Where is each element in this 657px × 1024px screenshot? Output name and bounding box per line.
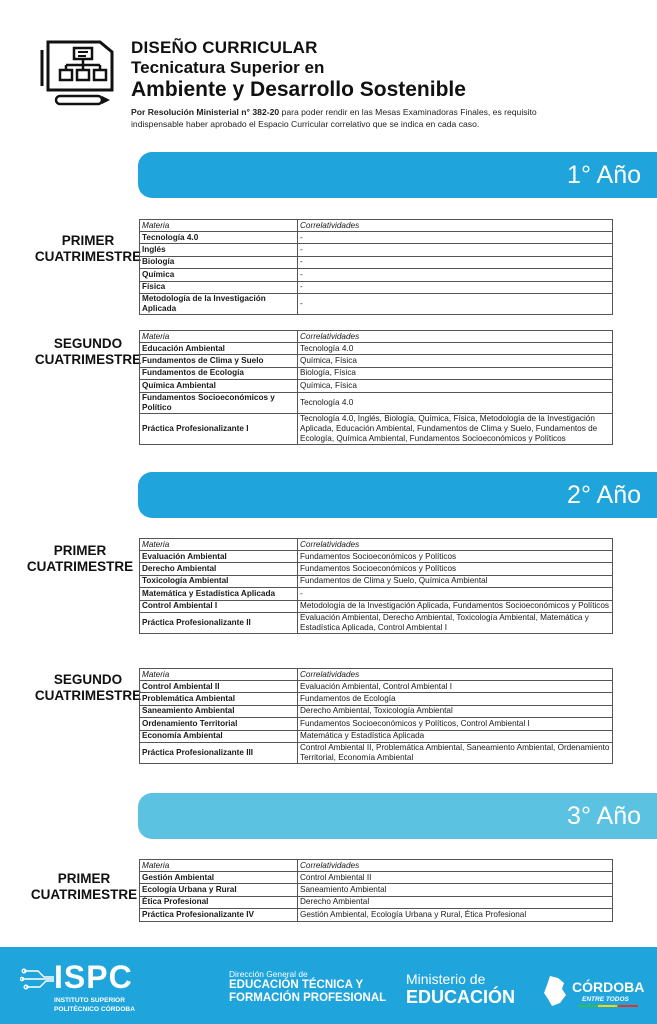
table-y2s2 (139, 668, 613, 764)
intro-text: para poder rendir en las Mesas Examinadoras Finales, es requisito indispensable haber aprobado el Espacio Curricular correlativo que se indica en cada caso. (131, 107, 537, 129)
year-banner-2 (138, 472, 657, 518)
correlatividades-cell: Tecnología 4.0, Inglés, Biología, Química, Física, Metodología de la Investigación Aplicada, Educación Ambiental, Fundamentos de Clima y Suelo, Fundamentos de Ecología, Química Ambiental, Fundamentos Socioeconómicos y Políticos (298, 413, 613, 444)
table-row (140, 232, 613, 244)
correlatividades-cell: - (298, 256, 613, 268)
table-row (140, 705, 613, 717)
table-row (140, 244, 613, 256)
materia-cell: Educación Ambiental (140, 343, 298, 355)
cordoba-tagline: ENTRE TODOS (582, 996, 629, 1003)
correlatividades-cell: Derecho Ambiental (298, 896, 613, 908)
correlatividades-cell: Fundamentos Socioeconómicos y Políticos (298, 563, 613, 575)
intro-paragraph (131, 107, 561, 130)
semester-word: PRIMER (57, 871, 111, 886)
correlatividades-cell: Fundamentos Socioeconómicos y Políticos, Control Ambiental I (298, 718, 613, 730)
table-row (140, 742, 613, 763)
materia-cell: Práctica Profesionalizante I (140, 413, 298, 444)
cordoba-color-strip (578, 1005, 638, 1007)
column-header-materia: Materia (140, 860, 298, 872)
table-y3s1 (139, 859, 613, 922)
cordoba-map-icon (542, 975, 568, 1007)
footer (0, 947, 657, 1024)
column-header-correlatividades: Correlatividades (298, 220, 613, 232)
table-row (140, 588, 613, 600)
ispc-subtitle-2: POLITÉCNICO CÓRDOBA (54, 1006, 135, 1013)
materia-cell: Física (140, 281, 298, 293)
year-banner-3 (138, 793, 657, 839)
circuit-icon (20, 965, 54, 995)
materia-cell: Toxicología Ambiental (140, 575, 298, 587)
correlatividades-cell: Evaluación Ambiental, Derecho Ambiental, Toxicología Ambiental, Matemática y Estadística Aplicada, Control Ambiental I (298, 612, 613, 633)
cordoba-logo (542, 969, 652, 1013)
table-row (140, 730, 613, 742)
semester-label-2-1 (20, 543, 140, 575)
materia-cell: Ordenamiento Territorial (140, 718, 298, 730)
correlatividades-cell: - (298, 588, 613, 600)
semester-word: CUATRIMESTRE (34, 688, 142, 703)
cordoba-wordmark: CÓRDOBA (572, 979, 645, 995)
table-y1s2 (139, 330, 613, 445)
table-row (140, 896, 613, 908)
table-row (140, 600, 613, 612)
correlatividades-cell: Fundamentos de Ecología (298, 693, 613, 705)
document-header (131, 38, 466, 102)
semester-label-1-2 (28, 336, 148, 368)
materia-cell: Práctica Profesionalizante IV (140, 909, 298, 921)
table-row (140, 413, 613, 444)
table-y1s1 (139, 219, 613, 315)
header-subtitle: Tecnicatura Superior en (131, 58, 325, 77)
materia-cell: Biología (140, 256, 298, 268)
column-header-correlatividades: Correlatividades (298, 331, 613, 343)
table-row (140, 718, 613, 730)
table-row (140, 563, 613, 575)
materia-cell: Tecnología 4.0 (140, 232, 298, 244)
materia-cell: Inglés (140, 244, 298, 256)
table-row (140, 575, 613, 587)
correlatividades-cell: Evaluación Ambiental, Control Ambiental I (298, 681, 613, 693)
materia-cell: Problemática Ambiental (140, 693, 298, 705)
table-row (140, 256, 613, 268)
correlatividades-cell: Derecho Ambiental, Toxicología Ambiental (298, 705, 613, 717)
career-name: Ambiente y Desarrollo Sostenible (131, 78, 466, 101)
column-header-correlatividades: Correlatividades (298, 860, 613, 872)
year-label-1: 1° Año (567, 161, 641, 189)
materia-cell: Fundamentos Socioeconómicos y Político (140, 392, 298, 413)
materia-cell: Derecho Ambiental (140, 563, 298, 575)
table-row (140, 380, 613, 392)
ministerio-logo (406, 971, 515, 1007)
semester-word: SEGUNDO (53, 672, 123, 687)
correlatividades-cell: Química, Física (298, 355, 613, 367)
column-header-materia: Materia (140, 220, 298, 232)
curriculum-document-icon (40, 38, 120, 110)
materia-cell: Ética Profesional (140, 896, 298, 908)
year-banner-1 (138, 152, 657, 198)
ispc-logo (20, 957, 140, 1017)
table-row (140, 293, 613, 314)
ministerio-line-2: EDUCACIÓN (406, 987, 516, 1007)
materia-cell: Saneamiento Ambiental (140, 705, 298, 717)
direccion-line-1: Dirección General de (229, 969, 308, 979)
materia-cell: Química (140, 269, 298, 281)
table-row (140, 693, 613, 705)
table-row (140, 367, 613, 379)
materia-cell: Control Ambiental I (140, 600, 298, 612)
correlatividades-cell: Química, Física (298, 380, 613, 392)
column-header-materia: Materia (140, 669, 298, 681)
correlatividades-cell: Matemática y Estadística Aplicada (298, 730, 613, 742)
table-header-row (140, 860, 613, 872)
materia-cell: Fundamentos de Ecología (140, 367, 298, 379)
correlatividades-cell: Biología, Física (298, 367, 613, 379)
table-row (140, 392, 613, 413)
materia-cell: Evaluación Ambiental (140, 551, 298, 563)
semester-word: SEGUNDO (53, 336, 123, 351)
year-label-3: 3° Año (567, 802, 641, 830)
correlatividades-cell: Gestión Ambiental, Ecología Urbana y Rural, Ética Profesional (298, 909, 613, 921)
materia-cell: Ecología Urbana y Rural (140, 884, 298, 896)
materia-cell: Gestión Ambiental (140, 872, 298, 884)
correlatividades-cell: - (298, 281, 613, 293)
correlatividades-cell: Tecnología 4.0 (298, 392, 613, 413)
column-header-materia: Materia (140, 331, 298, 343)
materia-cell: Control Ambiental II (140, 681, 298, 693)
intro-resolution: Por Resolución Ministerial n° 382-20 (131, 107, 280, 117)
correlatividades-cell: Fundamentos de Clima y Suelo, Química Ambiental (298, 575, 613, 587)
table-row (140, 343, 613, 355)
table-y2s1 (139, 538, 613, 634)
correlatividades-cell: Control Ambiental II, Problemática Ambiental, Saneamiento Ambiental, Ordenamiento Territorial, Economía Ambiental (298, 742, 613, 763)
correlatividades-cell: - (298, 232, 613, 244)
correlatividades-cell: - (298, 293, 613, 314)
correlatividades-cell: Control Ambiental II (298, 872, 613, 884)
materia-cell: Química Ambiental (140, 380, 298, 392)
semester-word: PRIMER (61, 233, 115, 248)
direccion-logo (229, 970, 386, 1005)
materia-cell: Economía Ambiental (140, 730, 298, 742)
semester-label-2-2 (28, 672, 148, 704)
materia-cell: Metodología de la Investigación Aplicada (140, 293, 298, 314)
table-row (140, 281, 613, 293)
table-header-row (140, 331, 613, 343)
semester-word: CUATRIMESTRE (34, 249, 142, 264)
semester-word: CUATRIMESTRE (34, 352, 142, 367)
table-row (140, 909, 613, 921)
materia-cell: Práctica Profesionalizante III (140, 742, 298, 763)
column-header-correlatividades: Correlatividades (298, 539, 613, 551)
ministerio-line-1: Ministerio de (406, 971, 486, 987)
ispc-subtitle-1: INSTITUTO SUPERIOR (54, 997, 125, 1004)
direccion-line-2: EDUCACIÓN TÉCNICA Y (229, 979, 364, 991)
correlatividades-cell: Saneamiento Ambiental (298, 884, 613, 896)
table-row (140, 884, 613, 896)
correlatividades-cell: Tecnología 4.0 (298, 343, 613, 355)
table-header-row (140, 669, 613, 681)
semester-label-1-1 (28, 233, 148, 265)
materia-cell: Matemática y Estadística Aplicada (140, 588, 298, 600)
column-header-materia: Materia (140, 539, 298, 551)
column-header-correlatividades: Correlatividades (298, 669, 613, 681)
correlatividades-cell: - (298, 269, 613, 281)
materia-cell: Práctica Profesionalizante II (140, 612, 298, 633)
table-row (140, 269, 613, 281)
table-row (140, 872, 613, 884)
semester-word: CUATRIMESTRE (30, 887, 138, 902)
materia-cell: Fundamentos de Clima y Suelo (140, 355, 298, 367)
semester-word: PRIMER (53, 543, 107, 558)
table-row (140, 612, 613, 633)
table-row (140, 681, 613, 693)
year-label-2: 2° Año (567, 481, 641, 509)
semester-word: CUATRIMESTRE (26, 559, 134, 574)
table-row (140, 551, 613, 563)
correlatividades-cell: Fundamentos Socioeconómicos y Políticos (298, 551, 613, 563)
table-header-row (140, 539, 613, 551)
table-header-row (140, 220, 613, 232)
semester-label-3-1 (24, 871, 144, 903)
ispc-wordmark: ISPC (54, 959, 133, 995)
table-row (140, 355, 613, 367)
correlatividades-cell: - (298, 244, 613, 256)
direccion-line-3: FORMACIÓN PROFESIONAL (229, 992, 387, 1004)
header-title: DISEÑO CURRICULAR (131, 38, 318, 57)
correlatividades-cell: Metodología de la Investigación Aplicada, Fundamentos Socioeconómicos y Políticos (298, 600, 613, 612)
